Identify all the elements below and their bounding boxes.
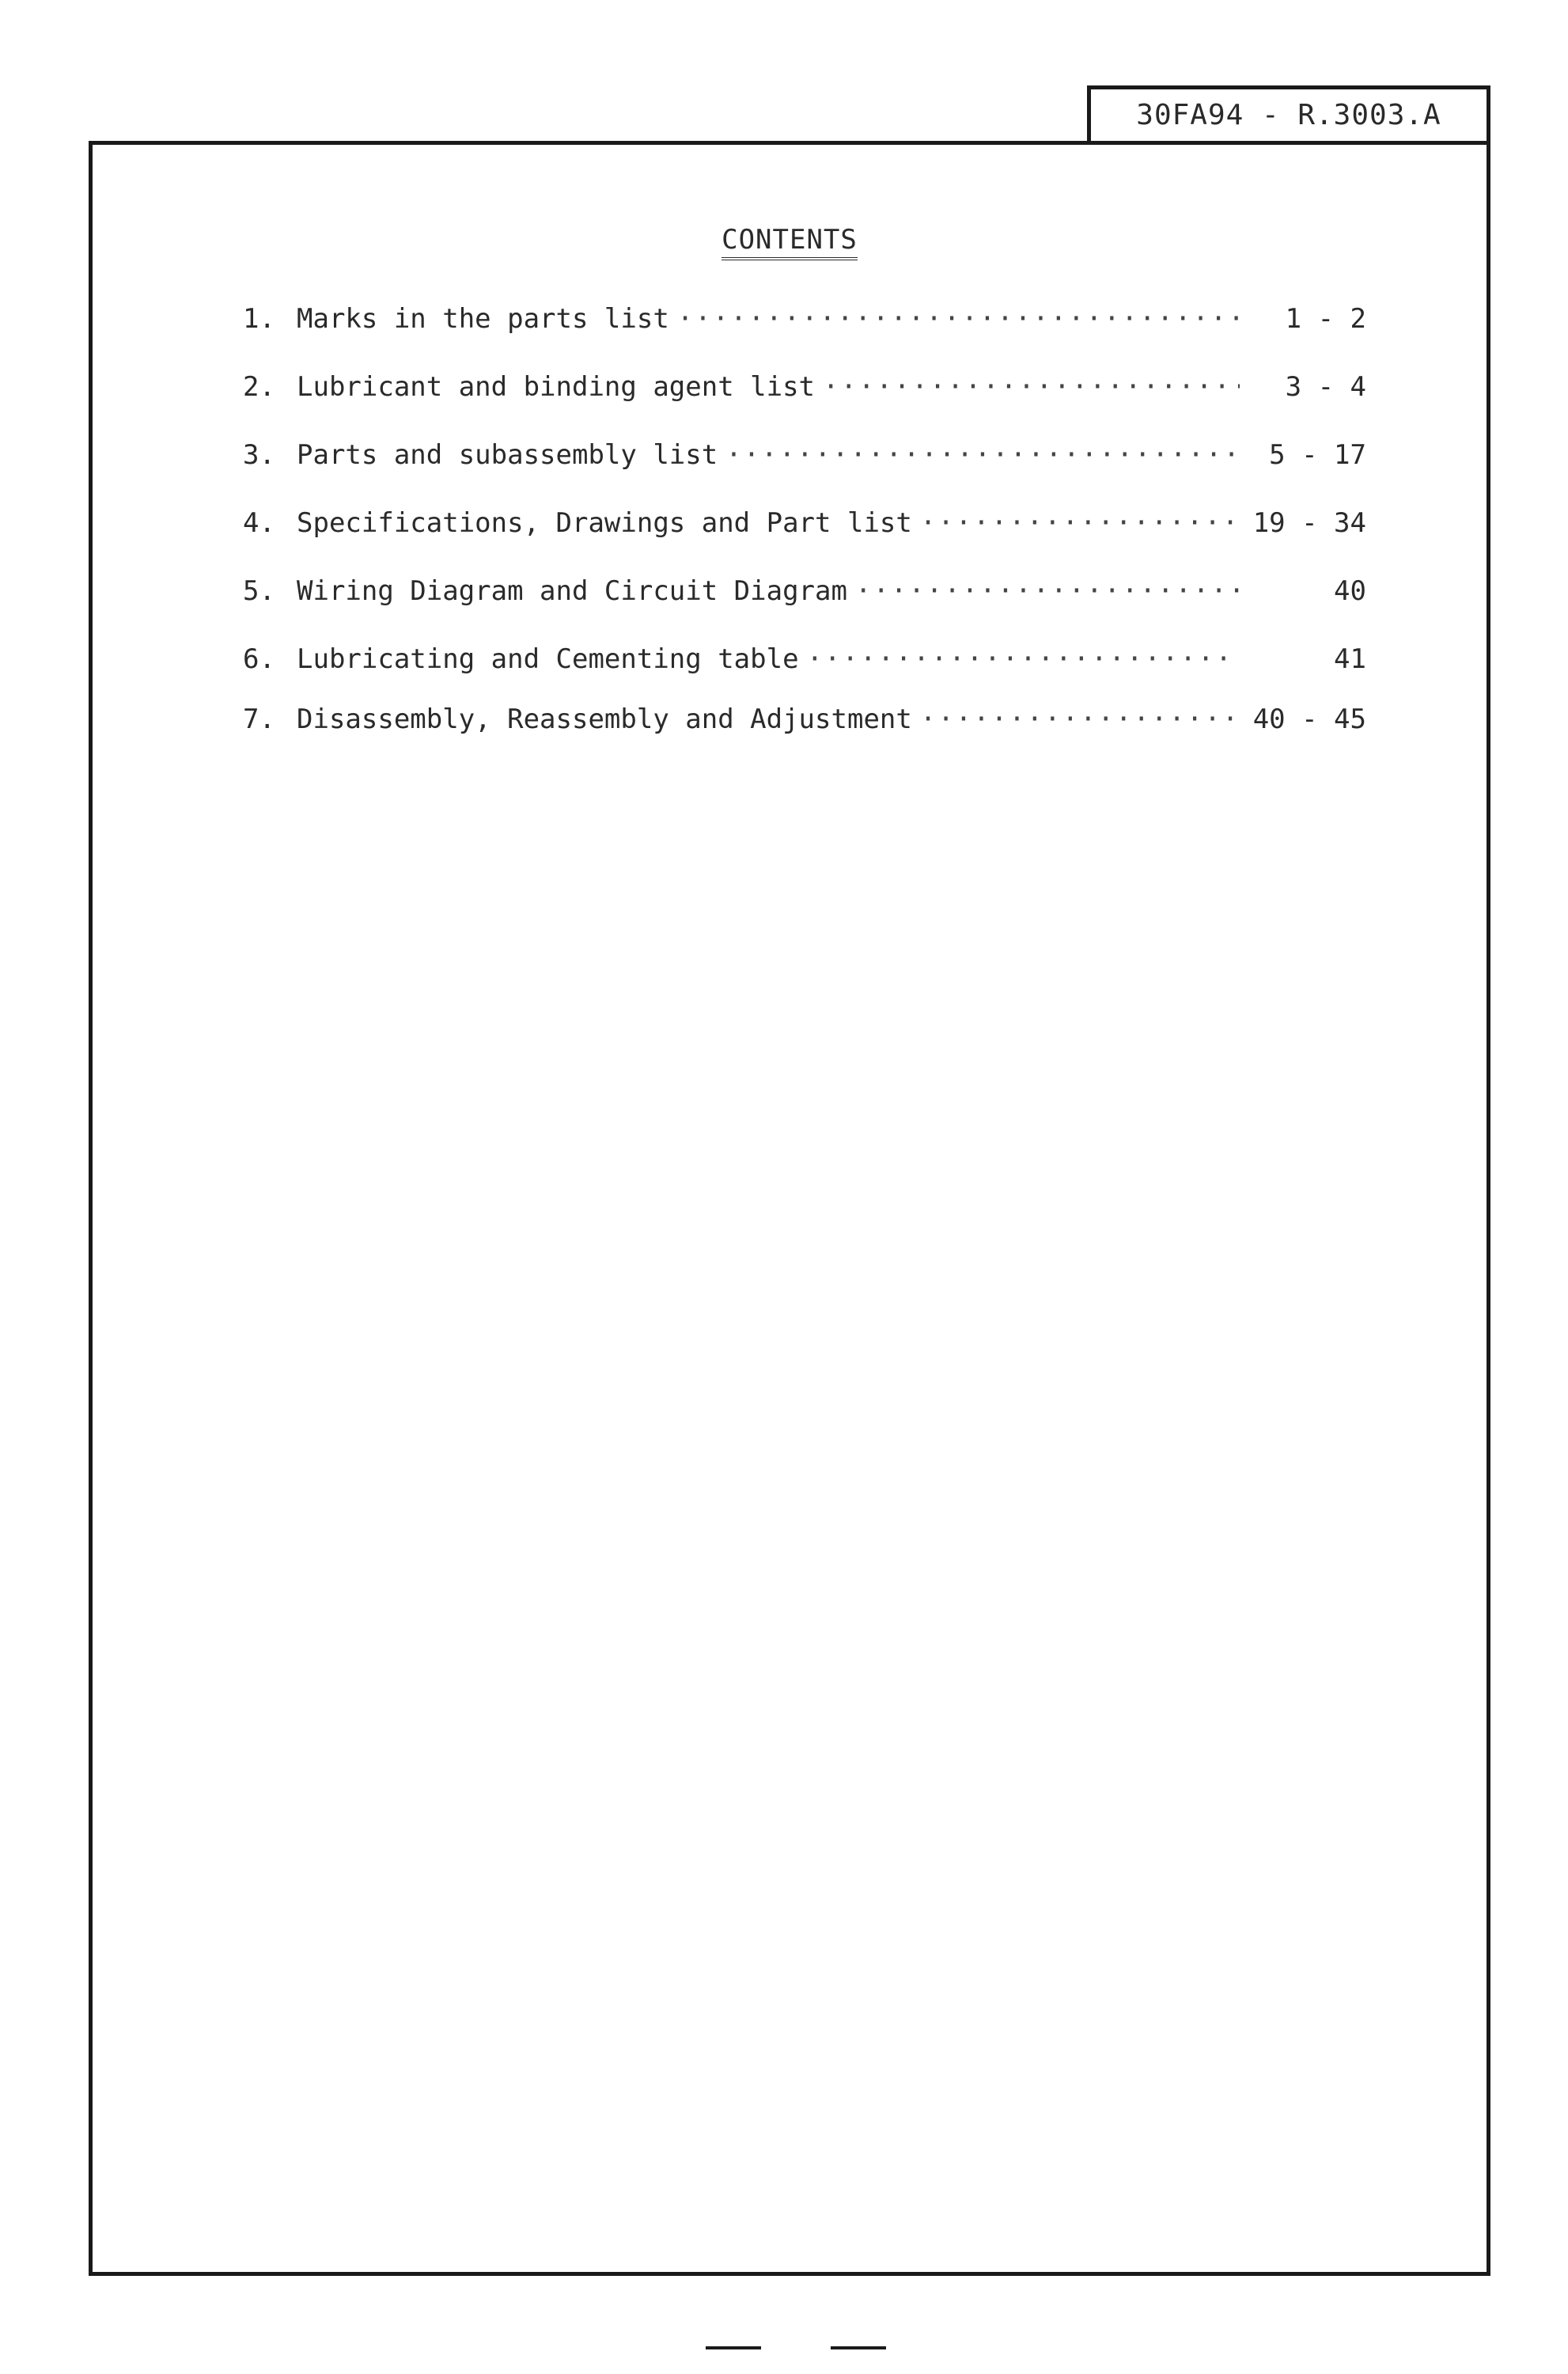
toc-entry-number: 6.: [243, 643, 275, 675]
contents-heading: [93, 224, 1487, 260]
toc-entry-pages: 3 - 4: [1285, 371, 1366, 403]
document-number: 30FA94 - R.3003.A: [1136, 99, 1441, 131]
toc-entry-7: [243, 703, 1366, 741]
toc-entry-number: 7.: [243, 703, 275, 735]
dot-leader: [920, 703, 1240, 735]
dot-leader: [855, 575, 1240, 607]
toc-entry-2: [243, 371, 1366, 409]
toc-entry-title: Disassembly, Reassembly and Adjustment: [297, 703, 912, 735]
toc-entry-number: 4.: [243, 507, 275, 539]
dot-leader: [807, 643, 1240, 675]
toc-entry-title: Lubricant and binding agent list: [297, 371, 816, 403]
toc-entry-title: Specifications, Drawings and Part list: [297, 507, 912, 539]
toc-entry-pages: 19 - 34: [1252, 507, 1366, 539]
toc-entry-number: 5.: [243, 575, 275, 607]
toc-entry-6: [243, 643, 1366, 681]
toc-entry-title: Marks in the parts list: [297, 303, 669, 335]
toc-entry-number: 1.: [243, 303, 275, 335]
toc-entry-pages: 41: [1334, 643, 1366, 675]
dot-leader: [725, 439, 1240, 471]
toc-entry-1: [243, 303, 1366, 341]
toc-entry-5: [243, 575, 1366, 613]
footer-dash-left: [706, 2346, 761, 2349]
toc-entry-3: [243, 439, 1366, 477]
toc-entry-title: Lubricating and Cementing table: [297, 643, 799, 675]
toc-entry-pages: 5 - 17: [1269, 439, 1366, 471]
toc-entry-pages: 40: [1334, 575, 1366, 607]
toc-entry-number: 3.: [243, 439, 275, 471]
dot-leader: [677, 303, 1240, 335]
toc-entry-4: [243, 507, 1366, 545]
footer-dash-right: [831, 2346, 886, 2349]
toc-entry-number: 2.: [243, 371, 275, 403]
toc-entry-title: Parts and subassembly list: [297, 439, 718, 471]
toc-entry-pages: 1 - 2: [1285, 303, 1366, 335]
toc-entry-pages: 40 - 45: [1252, 703, 1366, 735]
page-frame: [89, 141, 1490, 2276]
dot-leader: [920, 507, 1240, 539]
dot-leader: [823, 371, 1240, 403]
document-number-box: [1087, 85, 1490, 141]
toc-entry-title: Wiring Diagram and Circuit Diagram: [297, 575, 847, 607]
contents-title: CONTENTS: [722, 224, 858, 260]
